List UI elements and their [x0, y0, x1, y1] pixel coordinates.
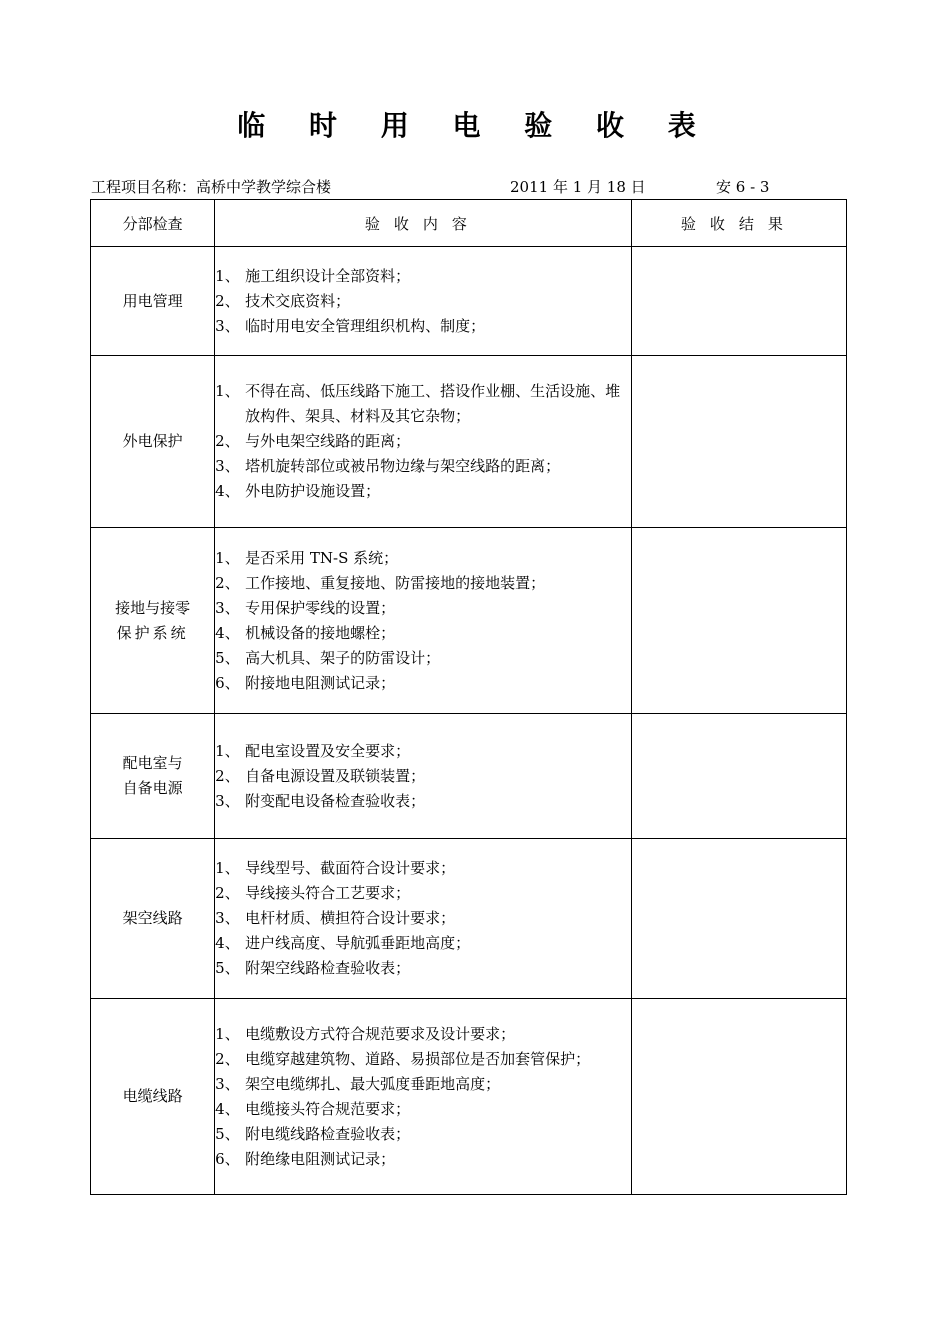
item-number: 3、	[215, 457, 240, 475]
item-number: 3、	[215, 598, 240, 617]
list-item	[215, 1022, 631, 1047]
content-list	[215, 839, 632, 999]
section-label-line: 配电室与	[122, 754, 183, 772]
list-item	[215, 1122, 631, 1147]
item-text: 电缆接头符合规范要求；	[245, 1099, 411, 1118]
list-item	[215, 856, 631, 881]
item-number: 3、	[215, 1074, 240, 1093]
item-text: 与外电架空线路的距离；	[245, 432, 411, 450]
list-item	[215, 1047, 631, 1072]
acceptance-table	[90, 199, 847, 1195]
list-item	[215, 1147, 631, 1172]
section-label-line: 保护系统	[116, 623, 189, 642]
result-cell[interactable]	[631, 714, 846, 839]
table-row	[91, 999, 847, 1195]
item-text: 电杆材质、横担符合设计要求；	[245, 909, 456, 927]
item-number: 1、	[215, 741, 240, 760]
item-number: 4、	[215, 934, 240, 952]
list-item	[215, 596, 631, 621]
item-text: 工作接地、重复接地、防雷接地的接地装置；	[245, 573, 546, 592]
table-row	[91, 714, 847, 839]
item-number: 1、	[215, 266, 240, 285]
item-number: 2、	[215, 291, 240, 310]
section-label: 电缆线路	[91, 999, 215, 1195]
item-text: 不得在高、低压线路下施工、搭设作业棚、生活设施、堆放构件、架具、材料及其它杂物；	[245, 382, 621, 425]
item-number: 2、	[215, 573, 240, 592]
table-row	[91, 356, 847, 528]
item-number: 5、	[215, 1124, 240, 1143]
item-text: 电缆敷设方式符合规范要求及设计要求；	[245, 1024, 516, 1043]
item-number: 1、	[215, 1024, 240, 1043]
list-item	[215, 739, 631, 764]
section-label: 外电保护	[91, 356, 215, 528]
result-cell[interactable]	[631, 247, 846, 356]
content-list	[215, 356, 632, 528]
list-item	[215, 789, 631, 814]
item-text: 外电防护设施设置；	[245, 482, 381, 500]
section-label: 用电管理	[91, 247, 215, 356]
item-number: 2、	[215, 432, 240, 450]
item-text: 施工组织设计全部资料；	[245, 266, 411, 285]
item-text: 附变配电设备检查验收表；	[245, 791, 426, 810]
list-item	[215, 379, 631, 429]
section-label	[91, 714, 215, 839]
item-number: 4、	[215, 1099, 240, 1118]
list-item	[215, 1097, 631, 1122]
item-number: 3、	[215, 909, 240, 927]
item-text: 附接地电阻测试记录；	[245, 673, 396, 692]
list-item	[215, 479, 631, 504]
page-title: 临 时 用 电 验 收 表	[237, 109, 713, 142]
header-result-label: 验收结果	[680, 214, 797, 233]
header-content	[215, 200, 632, 247]
list-item	[215, 621, 631, 646]
list-item	[215, 881, 631, 906]
item-number: 2、	[215, 766, 240, 785]
item-text: 附电缆线路检查验收表；	[245, 1124, 411, 1143]
item-number: 6、	[215, 1149, 240, 1168]
item-text: 附架空线路检查验收表；	[245, 959, 411, 977]
list-item	[215, 764, 631, 789]
table-row	[91, 528, 847, 714]
header-result	[631, 200, 846, 247]
header-content-label: 验收内容	[364, 214, 481, 233]
project-name: 工程项目名称：高桥中学教学综合楼	[91, 178, 332, 196]
item-number: 4、	[215, 623, 240, 642]
item-number: 2、	[215, 1049, 240, 1068]
item-number: 5、	[215, 648, 240, 667]
item-number: 1、	[215, 548, 240, 567]
table-row	[91, 839, 847, 999]
item-text: 架空电缆绑扎、最大弧度垂距地高度；	[245, 1074, 501, 1093]
item-text: 电缆穿越建筑物、道路、易损部位是否加套管保护；	[245, 1049, 591, 1068]
section-label: 架空线路	[91, 839, 215, 999]
list-item	[215, 429, 631, 454]
header-section-label: 分部检查	[122, 214, 183, 233]
list-item	[215, 1072, 631, 1097]
content-list	[215, 528, 632, 714]
inspection-date: 2011 年 1 月 18 日	[510, 178, 646, 196]
item-number: 3、	[215, 791, 240, 810]
list-item	[215, 906, 631, 931]
section-label-line: 自备电源	[122, 779, 183, 797]
item-number: 1、	[215, 859, 240, 877]
content-list	[215, 247, 632, 356]
list-item	[215, 454, 631, 479]
list-item	[215, 314, 631, 339]
item-number: 3、	[215, 316, 240, 335]
item-text: 专用保护零线的设置；	[245, 598, 396, 617]
list-item	[215, 264, 631, 289]
item-text: 技术交底资料；	[245, 291, 351, 310]
result-cell[interactable]	[631, 528, 846, 714]
item-text: 高大机具、架子的防雷设计；	[245, 648, 441, 667]
section-label	[91, 528, 215, 714]
item-text: 是否采用 TN-S 系统；	[245, 548, 399, 567]
result-cell[interactable]	[631, 356, 846, 528]
table-row	[91, 247, 847, 356]
form-code: 安 6 - 3	[716, 178, 770, 196]
list-item	[215, 931, 631, 956]
item-text: 塔机旋转部位或被吊物边缘与架空线路的距离；	[245, 457, 561, 475]
item-text: 进户线高度、导航弧垂距地高度；	[245, 934, 471, 952]
table-header-row	[91, 200, 847, 247]
item-number: 6、	[215, 673, 240, 692]
header-section	[91, 200, 215, 247]
content-list	[215, 999, 632, 1195]
result-cell[interactable]	[631, 999, 846, 1195]
item-text: 自备电源设置及联锁装置；	[245, 766, 426, 785]
section-label-line: 接地与接零	[115, 598, 191, 617]
result-cell[interactable]	[631, 839, 846, 999]
content-list	[215, 714, 632, 839]
item-number: 2、	[215, 884, 240, 902]
item-number: 5、	[215, 959, 240, 977]
item-number: 1、	[215, 382, 240, 400]
list-item	[215, 646, 631, 671]
list-item	[215, 956, 631, 981]
list-item	[215, 571, 631, 596]
list-item	[215, 546, 631, 571]
item-text: 附绝缘电阻测试记录；	[245, 1149, 396, 1168]
item-text: 配电室设置及安全要求；	[245, 741, 411, 760]
list-item	[215, 289, 631, 314]
item-text: 机械设备的接地螺栓；	[245, 623, 396, 642]
item-text: 导线接头符合工艺要求；	[245, 884, 411, 902]
item-text: 导线型号、截面符合设计要求；	[245, 859, 456, 877]
item-text: 临时用电安全管理组织机构、制度；	[245, 316, 486, 335]
item-number: 4、	[215, 482, 240, 500]
list-item	[215, 671, 631, 696]
